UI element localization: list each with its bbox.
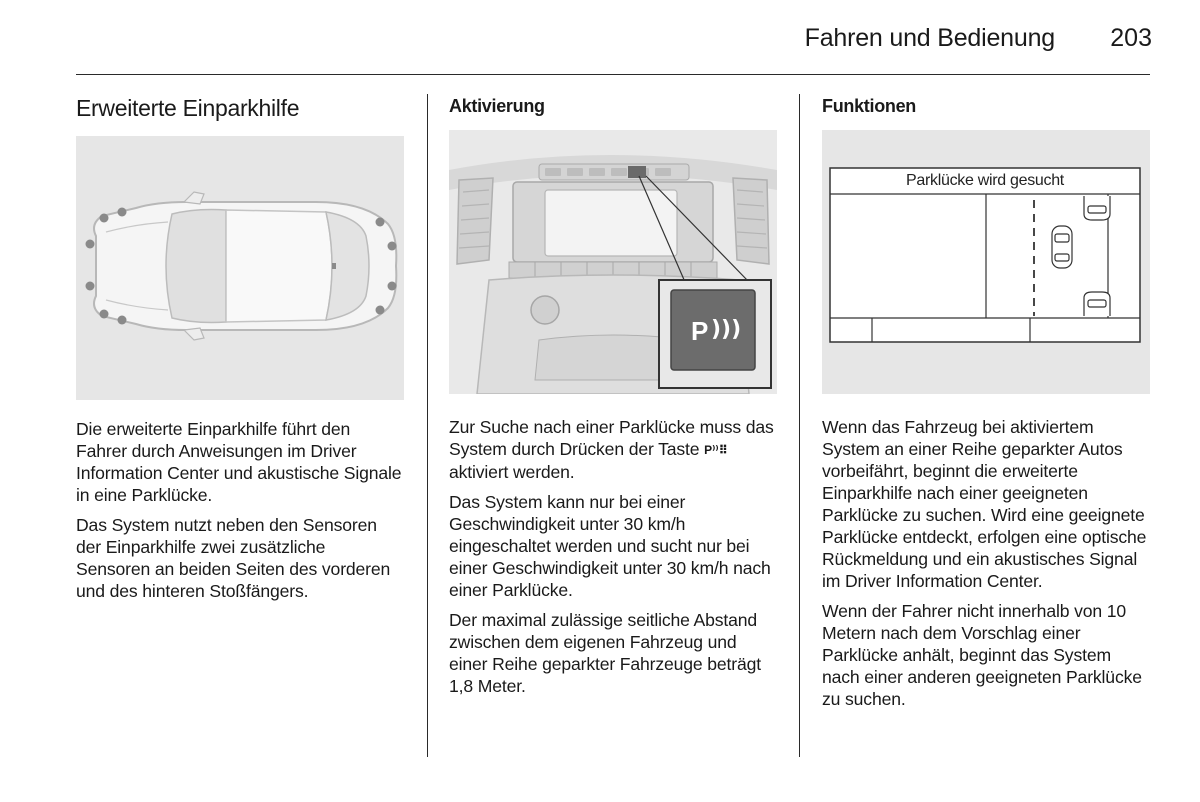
column-divider-1 <box>427 94 428 757</box>
paragraph-text: aktiviert werden. <box>449 462 575 482</box>
dic-display-illustration <box>822 130 1150 394</box>
body-text <box>449 416 777 697</box>
paragraph: Das System nutzt neben den Sensoren der Einparkhilfe zwei zusätzliche Sensoren an beiden Seiten des vorderen und des hinteren Stoßfängers. <box>76 515 391 601</box>
paragraph: Der maximal zulässige seitliche Abstand zwischen dem eigenen Fahrzeug und einer Reihe geparkter Fahrzeuge beträgt 1,8 Meter. <box>449 610 762 696</box>
parking-assist-button-icon: P⁾⁾⠿ <box>704 443 728 457</box>
body-text <box>822 416 1150 710</box>
paragraph: Wenn der Fahrer nicht innerhalb von 10 Metern nach dem Vorschlag einer Parklücke anhält, beginnt das System nach einer anderen geeigneten Parklücke zu suchen. <box>822 601 1142 709</box>
page-number: 203 <box>1110 24 1152 52</box>
paragraph <box>449 416 777 483</box>
column-funktionen <box>822 94 1150 718</box>
column-erweiterte-einparkhilfe <box>76 94 404 610</box>
paragraph: Wenn das Fahrzeug bei aktiviertem System an einer Reihe geparkter Autos vorbeifährt, beginnt die erweiterte Einparkhilfe nach einer geeigneten Parklücke zu suchen. Wird eine geeignete Parklücke entdeckt, erfolgen eine optische Rückmeldung und ein akustisches Signal im Driver Information Center. <box>822 417 1147 591</box>
section-heading: Funktionen <box>822 96 916 116</box>
car-sensor-illustration <box>76 136 404 400</box>
section-heading: Erweiterte Einparkhilfe <box>76 95 300 121</box>
paragraph: Die erweiterte Einparkhilfe führt den Fahrer durch Anweisungen im Driver Information Center und akustische Signale in eine Parklücke. <box>76 419 402 505</box>
header-divider <box>76 74 1150 75</box>
column-divider-2 <box>799 94 800 757</box>
parking-sensor-waves-icon: ))) <box>711 317 742 342</box>
display-title: Parklücke wird gesucht <box>906 172 1064 189</box>
dashboard-illustration <box>449 130 777 394</box>
car-top-view-icon <box>76 136 404 400</box>
paragraph: Das System kann nur bei einer Geschwindigkeit unter 30 km/h eingeschaltet werden und sucht nur bei einer Geschwindigkeit unter 30 km/h nach einer Parklücke. <box>449 492 771 600</box>
parking-button-p-icon: P <box>691 316 709 346</box>
parking-display-icon <box>822 130 1150 394</box>
body-text <box>76 418 404 602</box>
column-aktivierung <box>449 94 777 705</box>
section-heading: Aktivierung <box>449 96 545 116</box>
running-header-title: Fahren und Bedienung <box>804 24 1055 52</box>
center-console-icon <box>449 130 777 394</box>
paragraph-text: Zur Suche nach einer Parklücke muss das System durch Drücken der Taste <box>449 417 774 459</box>
